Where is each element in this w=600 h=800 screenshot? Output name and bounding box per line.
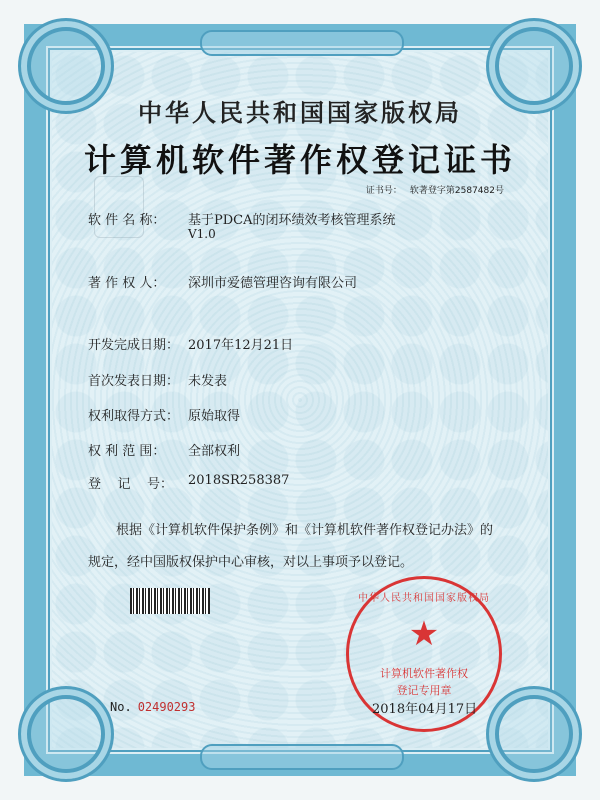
seal-ring-text: 中华人民共和国国家版权局 — [358, 593, 490, 604]
seal-star-icon: ★ — [408, 614, 440, 654]
software-version: V1.0 — [188, 227, 216, 241]
scope-value: 全部权利 — [188, 444, 241, 459]
acquisition-row — [88, 405, 240, 424]
bottom-scroll-ornament — [200, 744, 404, 770]
seal-line-1: 计算机软件著作权 — [380, 667, 468, 680]
completion-date-label: 开发完成日期： — [88, 338, 180, 353]
watermark-emblem — [94, 176, 144, 238]
scope-label: 权 利 范 围： — [88, 444, 166, 459]
completion-date-value: 2017年12月21日 — [188, 338, 294, 353]
corner-ornament-bottom-right — [486, 686, 582, 782]
software-name-label: 软 件 名 称： — [88, 213, 166, 228]
registration-number-value: 2018SR258387 — [188, 473, 290, 488]
seal-line-2: 登记专用章 — [396, 684, 452, 697]
qr-barcode — [130, 588, 210, 614]
corner-ornament-bottom-left — [18, 686, 114, 782]
certificate-number-label: 证书号： — [365, 186, 402, 196]
software-name-row — [88, 209, 396, 228]
top-scroll-ornament — [200, 30, 404, 56]
first-publish-label: 首次发表日期： — [88, 374, 180, 389]
serial-prefix: No. — [110, 700, 132, 714]
first-publish-value: 未发表 — [188, 374, 228, 389]
completion-date-row — [88, 334, 293, 353]
owner-label: 著 作 权 人： — [88, 276, 166, 291]
issuing-authority: 中华人民共和国国家版权局 — [138, 99, 462, 127]
scope-row — [88, 440, 240, 459]
statement-line-2: 规定，经中国版权保护中心审核，对以上事项予以登记。 — [88, 555, 414, 570]
owner-value: 深圳市爱德管理咨询有限公司 — [188, 276, 358, 291]
registration-number-label: 登 记 号： — [88, 477, 174, 492]
legal-statement — [88, 515, 528, 579]
certificate-number-value: 软著登字第2587482号 — [409, 186, 504, 196]
software-name-value: 基于PDCA的闭环绩效考核管理系统 — [188, 213, 396, 228]
issue-date: 2018年04月17日 — [372, 702, 478, 717]
registration-number-row — [88, 473, 289, 492]
serial-number — [110, 700, 195, 714]
first-publish-row — [88, 370, 227, 389]
acquisition-label: 权利取得方式： — [88, 409, 180, 424]
statement-line-1: 根据《计算机软件保护条例》和《计算机软件著作权登记办法》的 — [116, 523, 494, 538]
acquisition-value: 原始取得 — [188, 409, 241, 424]
serial-value: 02490293 — [137, 700, 196, 714]
certificate-title: 计算机软件著作权登记证书 — [83, 141, 516, 179]
owner-row — [88, 272, 357, 291]
certificate-number — [366, 183, 512, 196]
